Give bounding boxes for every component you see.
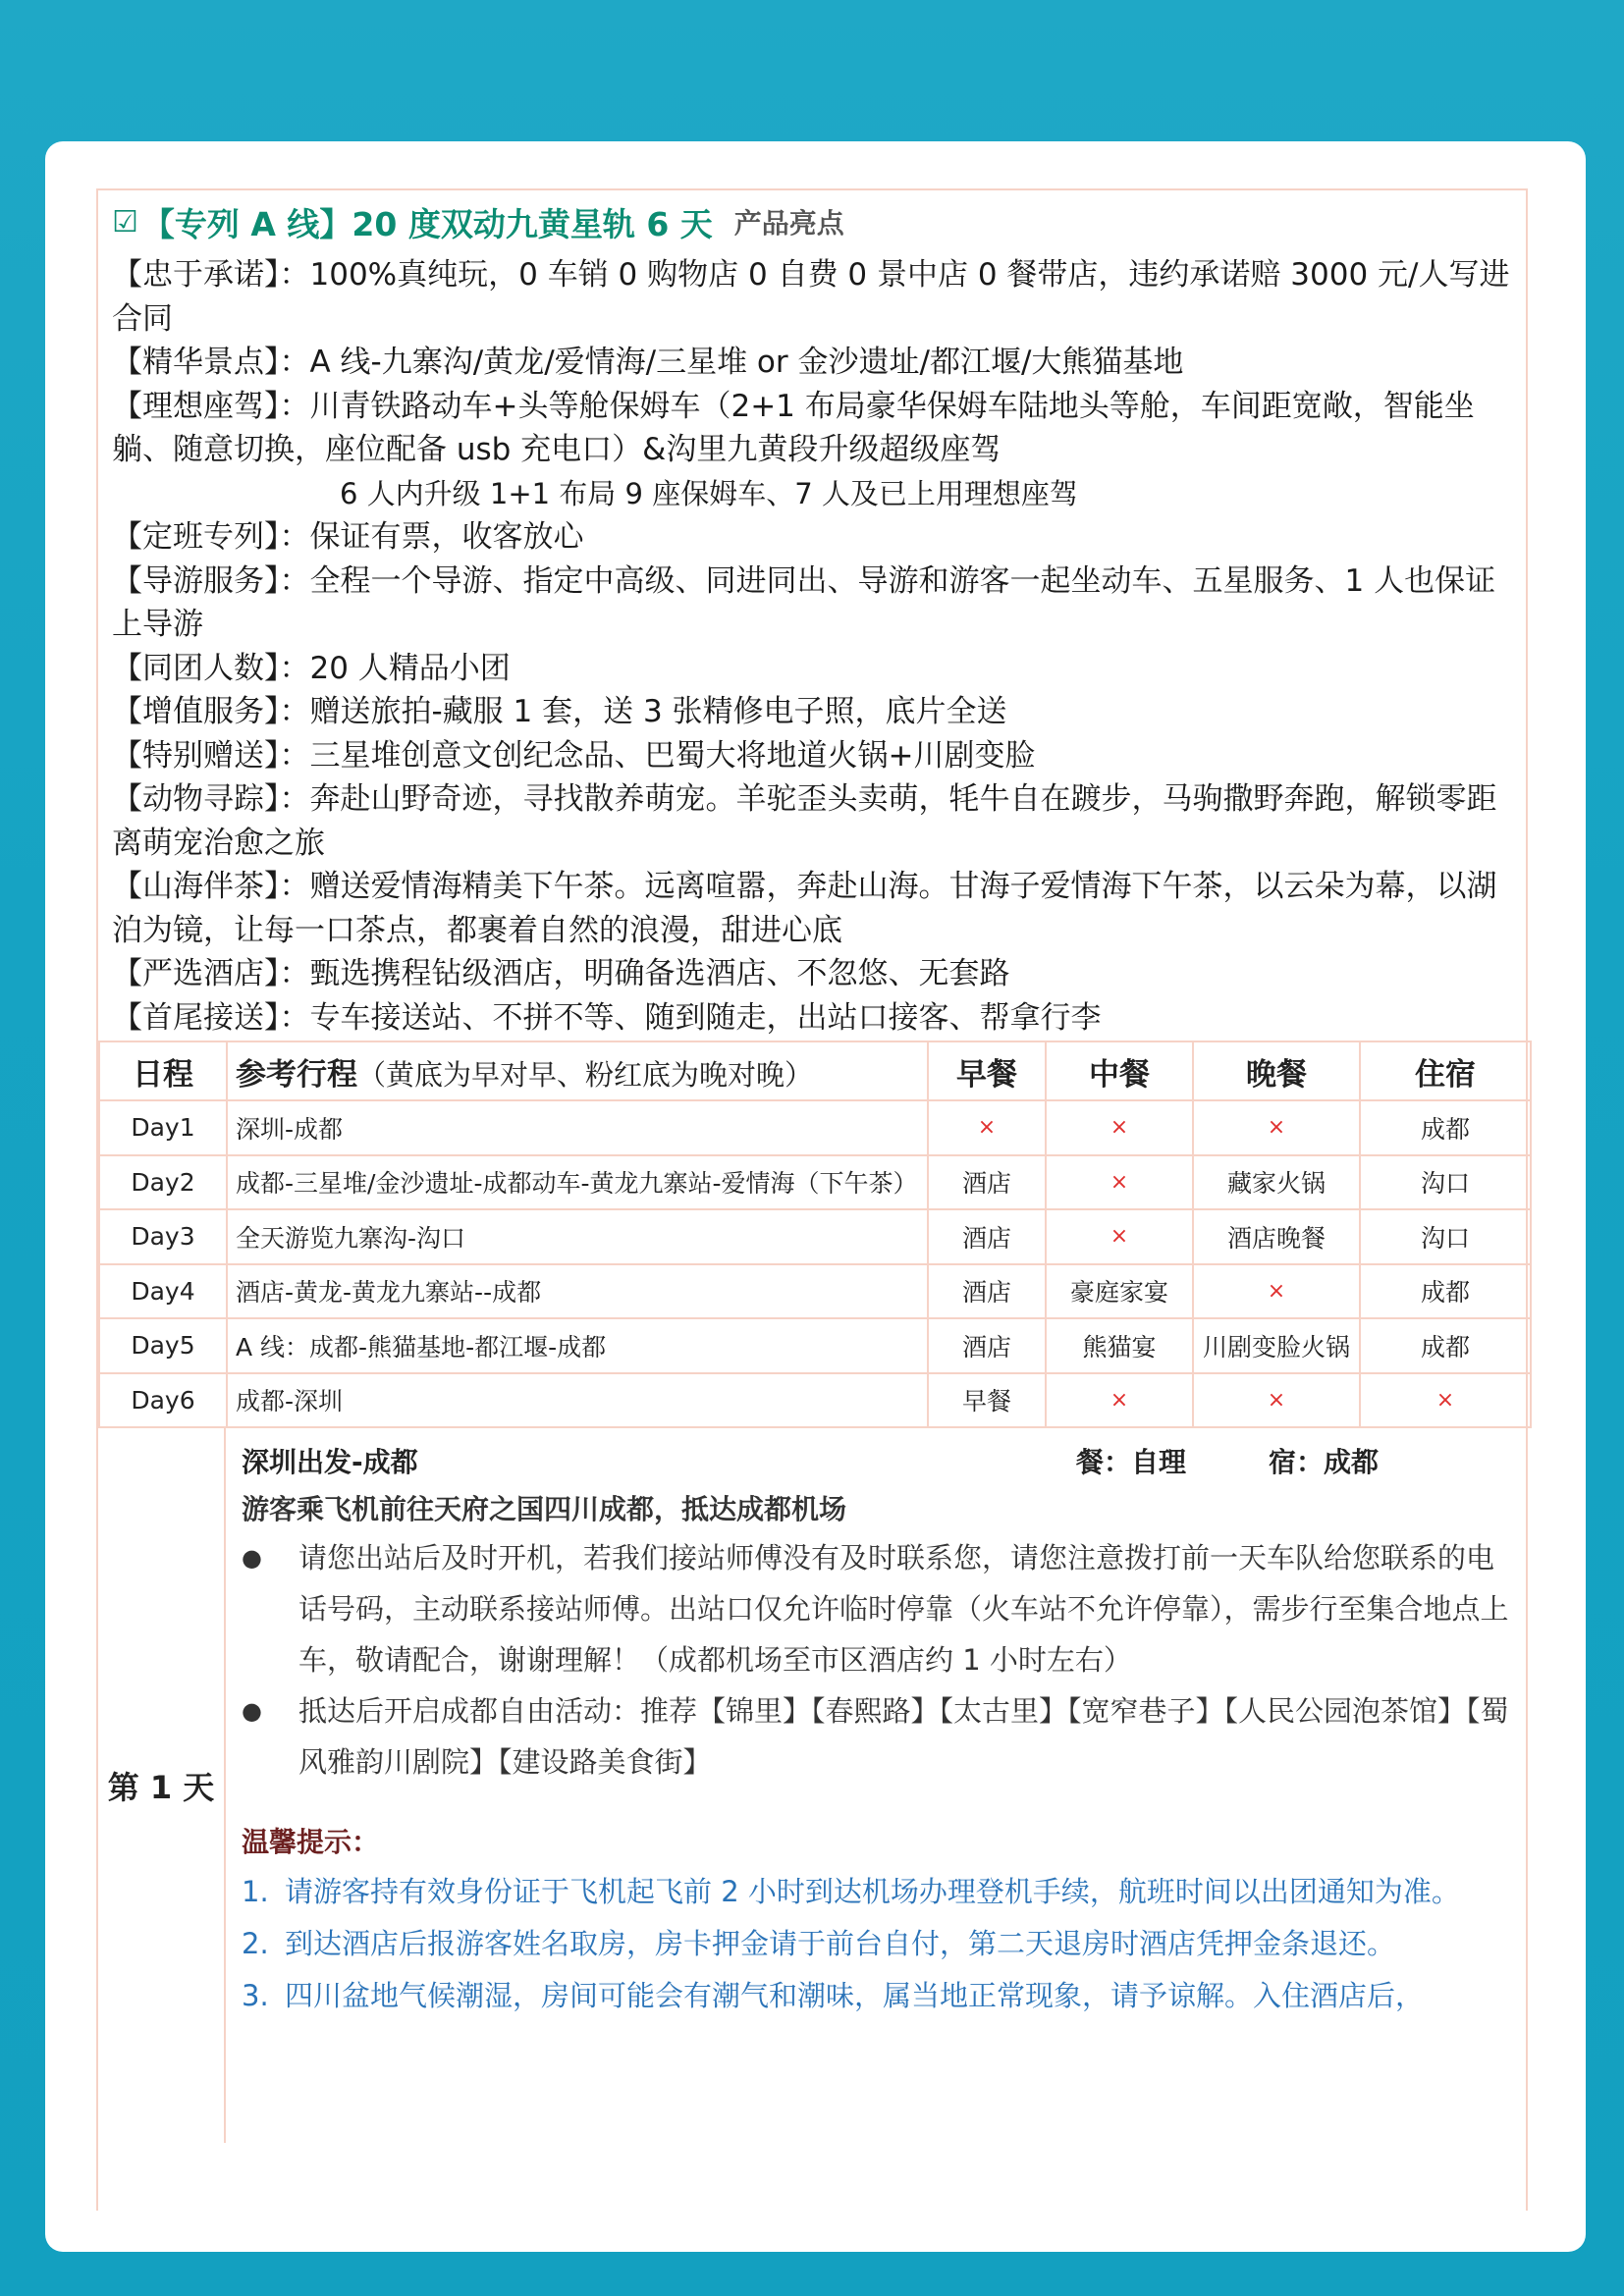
day1-body <box>226 1428 1526 2143</box>
tips-list <box>242 1866 1512 2022</box>
day1-meal: 餐：自理 <box>1076 1446 1187 1478</box>
schedule-breakfast: 酒店 <box>928 1264 1046 1319</box>
itinerary-document <box>96 188 1528 2211</box>
schedule-route: A 线：成都-熊猫基地-都江堰-成都 <box>227 1318 928 1373</box>
highlight-text: 川青铁路动车+头等舱保姆车（2+1 布局豪华保姆车陆地头等舱，车间距宽敞，智能坐躺、随意切换，座位配备 usb 充电口）&沟里九黄段升级超级座驾 <box>112 388 1475 467</box>
day1-bullet-text: 请您出站后及时开机，若我们接站师傅没有及时联系您，请您注意拨打前一天车队给您联系的电话号码，主动联系接站师傅。出站口仅允许临时停靠（火车站不允许停靠），需步行至集合地点上车，敬请配合，谢谢理解！（成都机场至市区酒店约 1 小时左右） <box>298 1541 1509 1677</box>
schedule-dinner: × <box>1193 1373 1360 1428</box>
day1-route: 深圳出发-成都 <box>242 1446 418 1478</box>
schedule-route: 酒店-黄龙-黄龙九寨站--成都 <box>227 1264 928 1319</box>
highlight-text: 6 人内升级 1+1 布局 9 座保姆车、7 人及已上用理想座驾 <box>340 476 1078 510</box>
schedule-header-row <box>99 1041 1531 1100</box>
highlights-list <box>98 253 1526 1040</box>
schedule-stay: 沟口 <box>1360 1155 1531 1210</box>
highlight-text: 专车接送站、不拼不等、随到随走，出站口接客、帮拿行李 <box>309 999 1102 1036</box>
header-route-note: （黄底为早对早、粉红底为晚对晚） <box>357 1057 814 1092</box>
tip-number: 1. <box>242 1875 269 1908</box>
checkbox-icon: ☑ <box>112 204 138 240</box>
schedule-row <box>99 1209 1531 1264</box>
highlight-label: 【严选酒店】： <box>112 956 310 991</box>
schedule-dinner: 川剧变脸火锅 <box>1193 1318 1360 1373</box>
highlight-label: 【同团人数】： <box>112 650 310 686</box>
highlight-text: 全程一个导游、指定中高级、同进同出、导游和游客一起坐动车、五星服务、1 人也保证上导游 <box>112 562 1496 642</box>
schedule-day: Day4 <box>99 1264 227 1319</box>
highlight-item <box>112 865 1514 952</box>
schedule-breakfast: 酒店 <box>928 1209 1046 1264</box>
header-stay: 住宿 <box>1360 1041 1531 1100</box>
schedule-row <box>99 1100 1531 1155</box>
schedule-route: 成都-深圳 <box>227 1373 928 1428</box>
highlight-text: 100%真纯玩，0 车销 0 购物店 0 自费 0 景中店 0 餐带店，违约承诺赔 3000 元/人写进合同 <box>112 257 1510 337</box>
highlight-label: 【动物寻踪】： <box>112 781 310 817</box>
schedule-table <box>98 1041 1532 1428</box>
highlight-text: 奔赴山野奇迹，寻找散养萌宠。羊驼歪头卖萌，牦牛自在踱步，马驹撒野奔跑，解锁零距离萌宠治愈之旅 <box>112 781 1497 861</box>
bullet-icon: ● <box>242 1697 262 1725</box>
schedule-breakfast: × <box>928 1100 1046 1155</box>
header-route-label: 参考行程 <box>236 1056 357 1093</box>
highlight-label: 【精华景点】： <box>112 345 310 380</box>
highlight-text: A 线-九寨沟/黄龙/爱情海/三星堆 or 金沙遗址/都江堰/大熊猫基地 <box>309 345 1184 380</box>
schedule-stay: 沟口 <box>1360 1209 1531 1264</box>
header-dinner: 晚餐 <box>1193 1041 1360 1100</box>
tip-item <box>242 1970 1512 2022</box>
highlight-label: 【特别赠送】： <box>112 737 310 774</box>
highlight-text: 20 人精品小团 <box>309 650 511 686</box>
header-day: 日程 <box>99 1041 227 1100</box>
schedule-lunch: × <box>1046 1155 1193 1210</box>
day1-stay: 宿：成都 <box>1269 1446 1380 1478</box>
day1-subtitle: 游客乘飞机前往天府之国四川成都，抵达成都机场 <box>242 1493 847 1525</box>
highlight-label: 【山海伴茶】： <box>112 869 310 904</box>
day1-bullet <box>242 1685 1512 1788</box>
bullet-icon: ● <box>242 1544 262 1572</box>
highlight-text: 保证有票，收客放心 <box>309 519 584 555</box>
highlight-text: 甄选携程钻级酒店，明确备选酒店、不忽悠、无套路 <box>309 956 1010 991</box>
document-card <box>45 141 1586 2252</box>
schedule-day: Day5 <box>99 1318 227 1373</box>
highlight-item <box>112 560 1514 647</box>
product-title <box>98 190 1526 253</box>
highlight-label: 【理想座驾】： <box>112 388 310 424</box>
title-main: 【专列 A 线】20 度双动九黄星轨 6 天 <box>141 204 713 243</box>
schedule-breakfast: 酒店 <box>928 1318 1046 1373</box>
highlight-item <box>112 647 1514 691</box>
tip-number: 3. <box>242 1979 269 2012</box>
schedule-lunch: × <box>1046 1209 1193 1264</box>
tip-text: 请游客持有效身份证于飞机起飞前 2 小时到达机场办理登机手续，航班时间以出团通知为准。 <box>285 1875 1460 1908</box>
title-sub: 产品亮点 <box>733 207 844 240</box>
header-route <box>227 1041 928 1100</box>
highlight-label: 【首尾接送】： <box>112 999 310 1036</box>
tip-number: 2. <box>242 1927 269 1960</box>
schedule-route: 深圳-成都 <box>227 1100 928 1155</box>
day1-bullet-text: 抵达后开启成都自由活动：推荐【锦里】【春熙路】【太古里】【宽窄巷子】【人民公园泡茶馆】【蜀风雅韵川剧院】【建设路美食街】 <box>298 1694 1509 1779</box>
day1-header <box>242 1438 1512 1483</box>
schedule-day: Day1 <box>99 1100 227 1155</box>
highlight-label: 【导游服务】： <box>112 562 310 599</box>
tip-text: 到达酒店后报游客姓名取房，房卡押金请于前台自付，第二天退房时酒店凭押金条退还。 <box>285 1927 1396 1960</box>
highlight-item <box>112 341 1514 385</box>
tip-item <box>242 1918 1512 1970</box>
highlight-label: 【定班专列】： <box>112 519 310 555</box>
highlight-item <box>112 472 1514 516</box>
schedule-route: 成都-三星堆/金沙遗址-成都动车-黄龙九寨站-爱情海（下午茶） <box>227 1155 928 1210</box>
schedule-row <box>99 1155 1531 1210</box>
schedule-lunch: × <box>1046 1373 1193 1428</box>
highlight-item <box>112 996 1514 1041</box>
schedule-row <box>99 1318 1531 1373</box>
highlight-item <box>112 734 1514 778</box>
schedule-lunch: 熊猫宴 <box>1046 1318 1193 1373</box>
tip-text: 四川盆地气候潮湿，房间可能会有潮气和潮味，属当地正常现象，请予谅解。入住酒店后， <box>285 1979 1425 2012</box>
highlight-text: 三星堆创意文创纪念品、巴蜀大将地道火锅+川剧变脸 <box>309 737 1036 774</box>
schedule-row <box>99 1373 1531 1428</box>
schedule-stay: 成都 <box>1360 1264 1531 1319</box>
highlight-text: 赠送爱情海精美下午茶。远离喧嚣，奔赴山海。甘海子爱情海下午茶，以云朵为幕，以湖泊为镜，让每一口茶点，都裹着自然的浪漫，甜进心底 <box>112 869 1497 948</box>
schedule-breakfast: 早餐 <box>928 1373 1046 1428</box>
highlight-label: 【增值服务】： <box>112 694 310 729</box>
schedule-stay: 成都 <box>1360 1318 1531 1373</box>
highlight-item <box>112 515 1514 560</box>
schedule-dinner: × <box>1193 1100 1360 1155</box>
highlight-item <box>112 253 1514 341</box>
highlight-item <box>112 385 1514 472</box>
schedule-route: 全天游览九寨沟-沟口 <box>227 1209 928 1264</box>
schedule-row <box>99 1264 1531 1319</box>
day1-label: 第 1 天 <box>98 1428 226 2143</box>
schedule-stay: 成都 <box>1360 1100 1531 1155</box>
day1-bullets <box>242 1532 1512 1788</box>
schedule-day: Day6 <box>99 1373 227 1428</box>
highlight-label: 【忠于承诺】： <box>112 257 310 293</box>
day1-block <box>98 1428 1526 2143</box>
highlight-text: 赠送旅拍-藏服 1 套，送 3 张精修电子照，底片全送 <box>309 694 1007 729</box>
highlight-item <box>112 690 1514 734</box>
schedule-breakfast: 酒店 <box>928 1155 1046 1210</box>
schedule-stay: × <box>1360 1373 1531 1428</box>
tips-title: 温馨提示： <box>242 1826 380 1858</box>
day1-bullet <box>242 1532 1512 1685</box>
schedule-lunch: × <box>1046 1100 1193 1155</box>
schedule-day: Day3 <box>99 1209 227 1264</box>
highlight-item <box>112 777 1514 865</box>
tip-item <box>242 1866 1512 1918</box>
schedule-dinner: × <box>1193 1264 1360 1319</box>
schedule-dinner: 藏家火锅 <box>1193 1155 1360 1210</box>
schedule-dinner: 酒店晚餐 <box>1193 1209 1360 1264</box>
highlight-item <box>112 952 1514 996</box>
header-lunch: 中餐 <box>1046 1041 1193 1100</box>
schedule-day: Day2 <box>99 1155 227 1210</box>
schedule-lunch: 豪庭家宴 <box>1046 1264 1193 1319</box>
header-breakfast: 早餐 <box>928 1041 1046 1100</box>
